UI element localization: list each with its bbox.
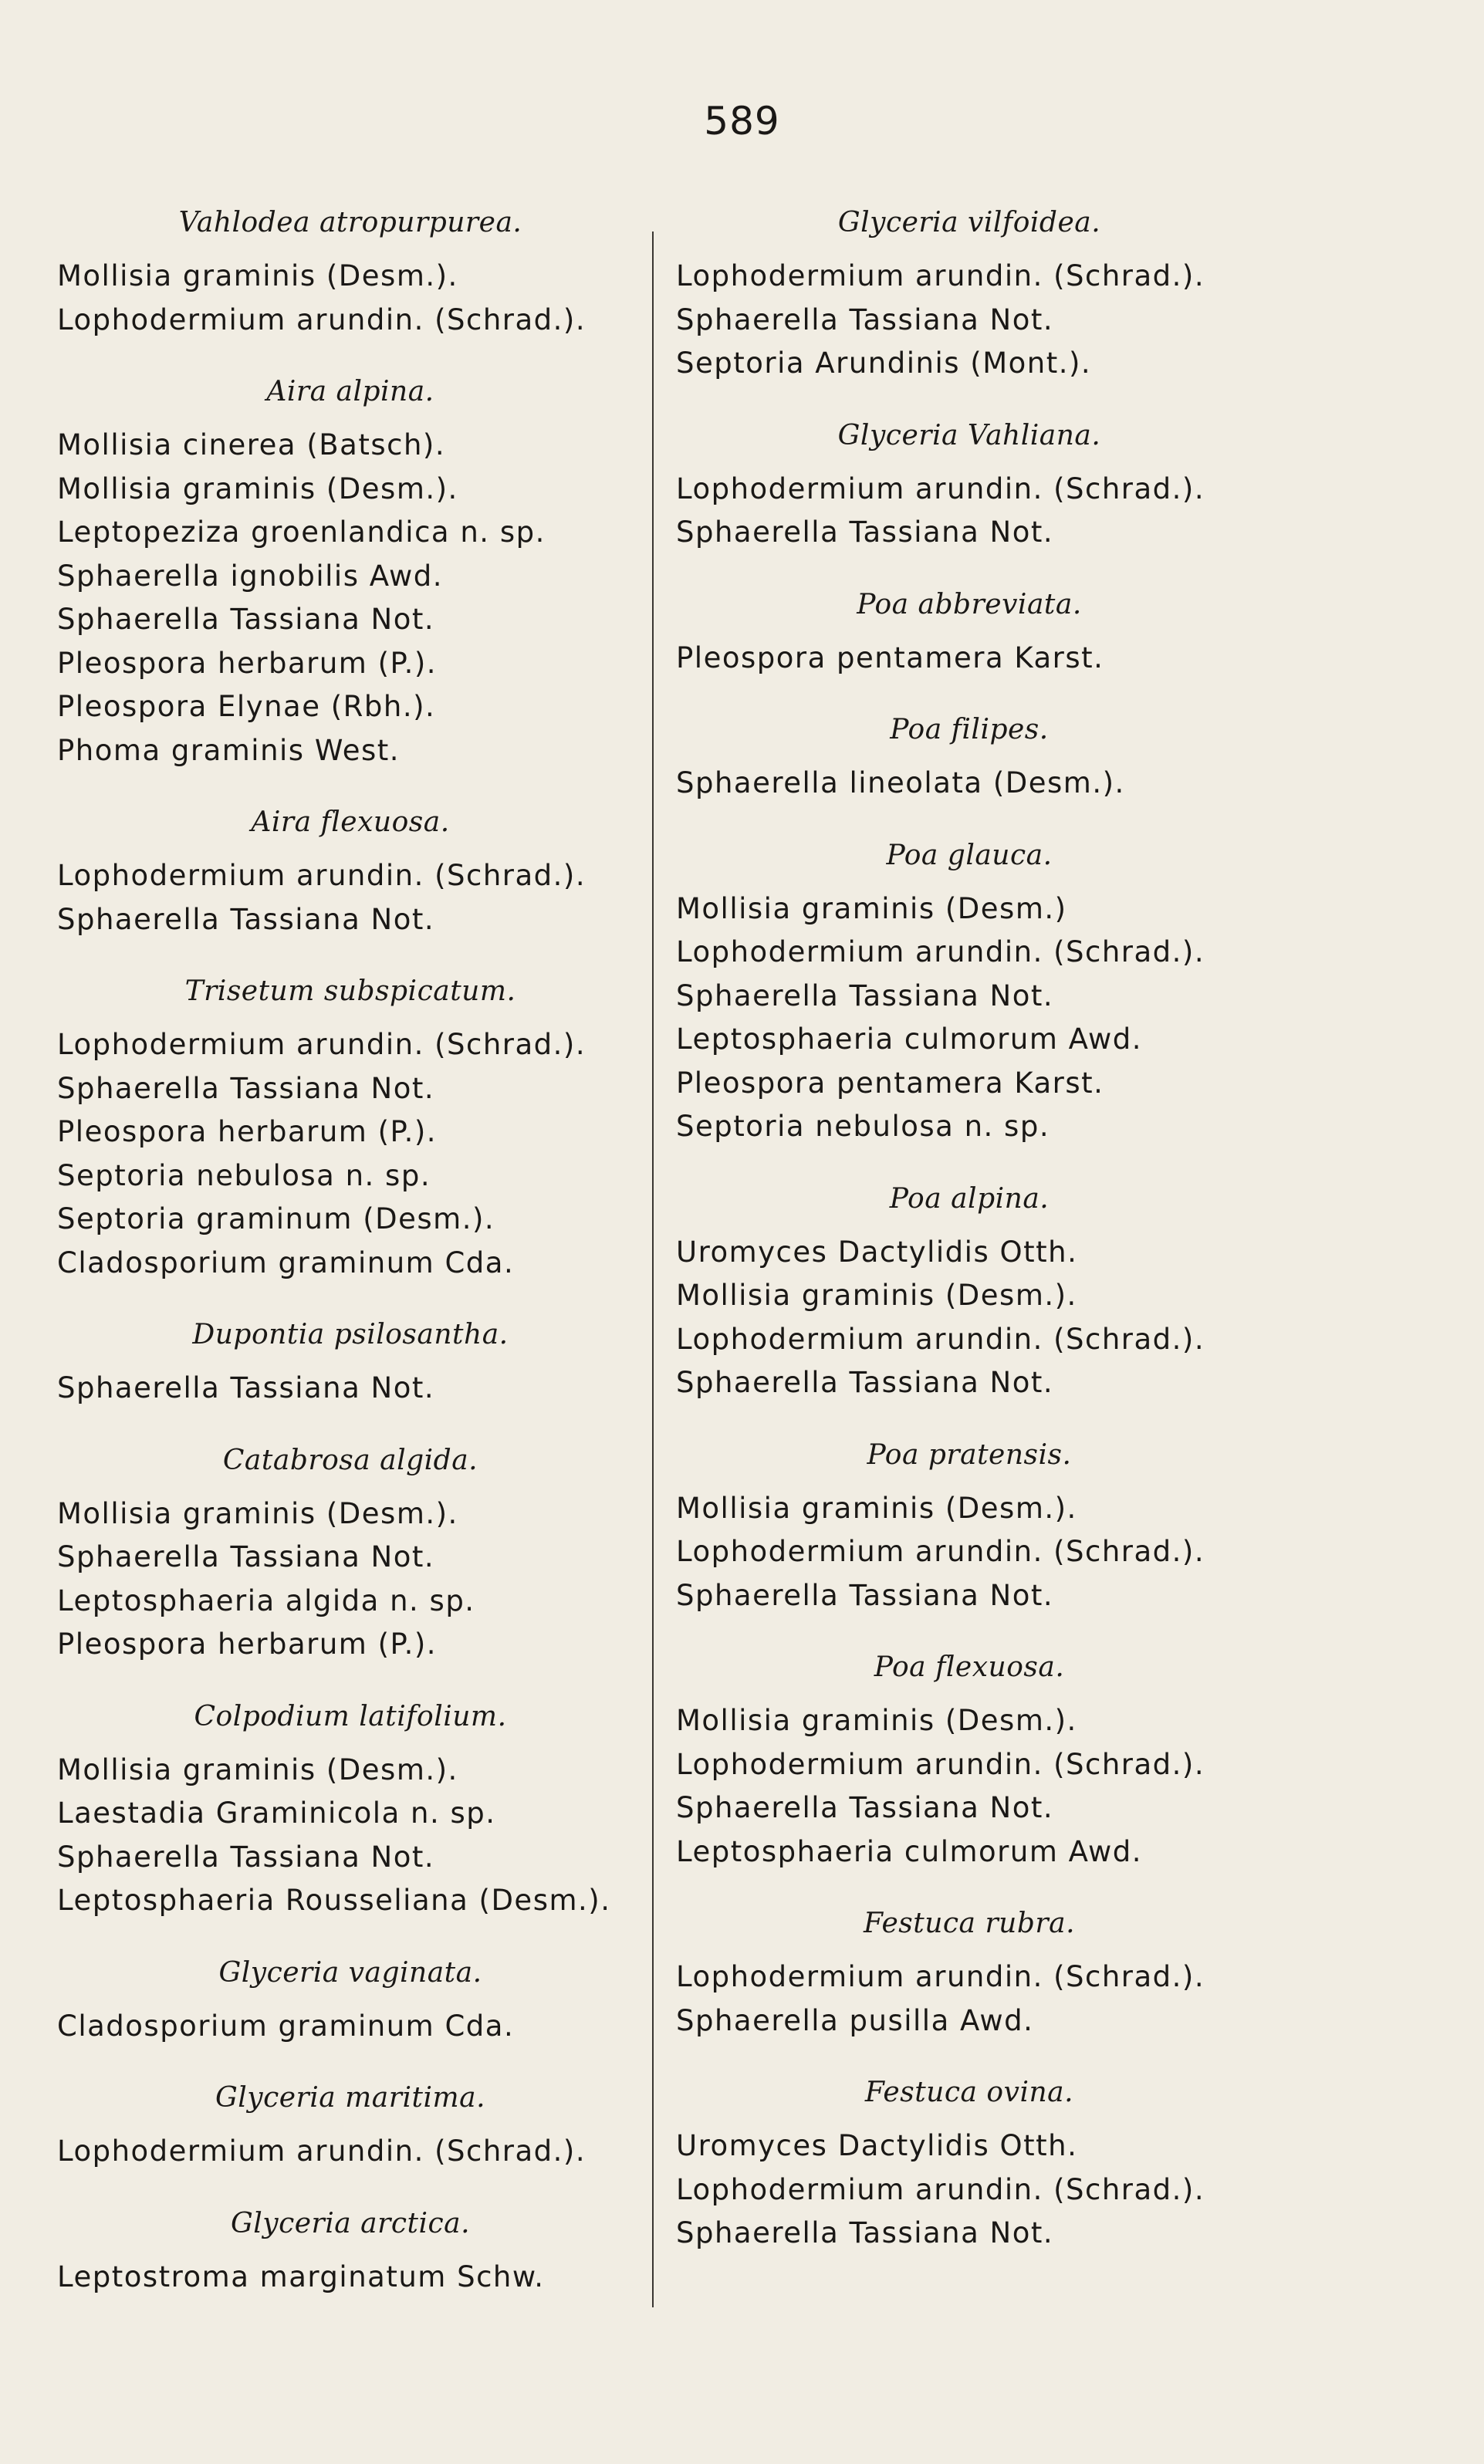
fungus-entry: Pleospora pentamera Karst.	[676, 641, 1104, 674]
fungus-entry: Leptosphaeria culmorum Awd.	[676, 1022, 1142, 1056]
fungus-entry: Sphaerella Tassiana Not.	[57, 603, 435, 636]
host-section	[57, 371, 644, 772]
host-plant-heading: Poa filipes.	[890, 714, 1049, 745]
host-plant-heading: Catabrosa algida.	[222, 1444, 478, 1476]
fungus-entry: Leptosphaeria culmorum Awd.	[676, 1834, 1142, 1868]
host-section	[676, 584, 1263, 681]
fungus-entry: Lophodermium arundin. (Schrad.).	[676, 935, 1205, 968]
host-section	[676, 1178, 1263, 1405]
fungus-entry: Sphaerella Tassiana Not.	[676, 515, 1054, 549]
fungus-entry: Mollisia graminis (Desm.).	[57, 1753, 458, 1786]
fungus-entry: Lophodermium arundin. (Schrad.).	[57, 303, 587, 336]
fungus-entry: Sphaerella ignobilis Awd.	[57, 559, 444, 593]
fungus-entry: Leptostroma marginatum Schw.	[57, 2260, 545, 2293]
fungus-entry: Septoria nebulosa n. sp.	[57, 1158, 431, 1192]
fungus-entry: Pleospora pentamera Karst.	[676, 1066, 1104, 1100]
host-section	[57, 1696, 644, 1923]
host-section	[676, 2072, 1263, 2256]
fungus-entry: Sphaerella Tassiana Not.	[676, 1578, 1054, 1612]
host-plant-heading: Glyceria maritima.	[215, 2082, 486, 2114]
host-section	[676, 1435, 1263, 1618]
host-section	[676, 1647, 1263, 1874]
fungus-entry: Pleospora Elynae (Rbh.).	[57, 690, 436, 723]
host-section	[57, 1952, 644, 2049]
fungus-entry: Sphaerella Tassiana Not.	[57, 1071, 435, 1105]
fungus-entry: Uromyces Dactylidis Otth.	[676, 1235, 1078, 1269]
fungus-entry: Cladosporium graminum Cda.	[57, 2009, 515, 2043]
host-plant-heading: Aira flexuosa.	[251, 806, 450, 838]
fungus-entry: Leptosphaeria algida n. sp.	[57, 1584, 475, 1617]
fungus-entry: Sphaerella Tassiana Not.	[57, 1371, 435, 1404]
page-number: 589	[704, 99, 780, 144]
host-plant-heading: Dupontia psilosantha.	[192, 1319, 509, 1350]
host-section	[57, 802, 644, 941]
host-plant-heading: Colpodium latifolium.	[194, 1700, 507, 1732]
host-section	[676, 202, 1263, 386]
host-section	[57, 1314, 644, 1411]
host-plant-heading: Poa glauca.	[886, 839, 1053, 871]
host-plant-heading: Poa pratensis.	[867, 1438, 1072, 1471]
column-divider	[652, 232, 654, 2307]
fungus-entry: Leptopeziza groenlandica n. sp.	[57, 515, 546, 549]
fungus-entry: Mollisia graminis (Desm.)	[676, 891, 1067, 925]
host-section	[57, 2077, 644, 2174]
fungus-entry: Sphaerella Tassiana Not.	[676, 2216, 1054, 2249]
fungus-entry: Septoria Arundinis (Mont.).	[676, 346, 1092, 380]
host-plant-heading: Glyceria vaginata.	[218, 1956, 482, 1989]
fungus-entry: Septoria nebulosa n. sp.	[676, 1110, 1050, 1143]
fungus-entry: Mollisia cinerea (Batsch).	[57, 428, 446, 461]
host-section	[57, 202, 644, 342]
fungus-entry: Mollisia graminis (Desm.).	[57, 472, 458, 505]
host-plant-heading: Festuca rubra.	[863, 1908, 1076, 1939]
host-section	[676, 415, 1263, 555]
fungus-entry: Lophodermium arundin. (Schrad.).	[676, 259, 1205, 292]
fungus-entry: Lophodermium arundin. (Schrad.).	[676, 1322, 1205, 1356]
fungus-entry: Sphaerella Tassiana Not.	[676, 979, 1054, 1012]
fungus-entry: Mollisia graminis (Desm.).	[57, 259, 458, 292]
fungus-entry: Sphaerella Tassiana Not.	[57, 902, 435, 936]
fungus-entry: Sphaerella Tassiana Not.	[57, 1840, 435, 1874]
fungus-entry: Septoria graminum (Desm.).	[57, 1202, 495, 1235]
fungus-entry: Lophodermium arundin. (Schrad.).	[676, 2172, 1205, 2206]
fungus-entry: Lophodermium arundin. (Schrad.).	[57, 859, 587, 892]
fungus-entry: Phoma graminis West.	[57, 733, 401, 767]
fungus-entry: Lophodermium arundin. (Schrad.).	[676, 1747, 1205, 1781]
host-plant-heading: Vahlodea atropurpurea.	[178, 207, 522, 238]
host-plant-heading: Aira alpina.	[266, 376, 434, 407]
fungus-entry: Cladosporium graminum Cda.	[57, 1246, 515, 1279]
fungus-entry: Laestadia Graminicola n. sp.	[57, 1796, 496, 1830]
fungus-entry: Pleospora herbarum (P.).	[57, 1115, 438, 1148]
host-plant-heading: Poa abbreviata.	[857, 588, 1082, 620]
fungus-entry: Sphaerella lineolata (Desm.).	[676, 766, 1125, 799]
left-column	[57, 202, 644, 2328]
host-section	[676, 835, 1263, 1149]
fungus-entry: Mollisia graminis (Desm.).	[676, 1704, 1077, 1737]
fungus-entry: Pleospora herbarum (P.).	[57, 1627, 438, 1661]
right-column	[676, 202, 1263, 2285]
fungus-entry: Lophodermium arundin. (Schrad.).	[57, 2134, 587, 2168]
fungus-entry: Sphaerella Tassiana Not.	[57, 1540, 435, 1573]
fungus-entry: Lophodermium arundin. (Schrad.).	[57, 1028, 587, 1061]
fungus-entry: Sphaerella Tassiana Not.	[676, 303, 1054, 336]
fungus-entry: Sphaerella pusilla Awd.	[676, 2003, 1034, 2037]
host-plant-heading: Glyceria arctica.	[230, 2207, 471, 2239]
host-section	[676, 709, 1263, 806]
host-plant-heading: Poa flexuosa.	[874, 1651, 1065, 1683]
fungus-entry: Lophodermium arundin. (Schrad.).	[676, 1960, 1205, 1993]
host-section	[57, 971, 644, 1285]
fungus-entry: Sphaerella Tassiana Not.	[676, 1791, 1054, 1824]
fungus-entry: Lophodermium arundin. (Schrad.).	[676, 1535, 1205, 1568]
fungus-entry: Mollisia graminis (Desm.).	[676, 1491, 1077, 1525]
fungus-entry: Uromyces Dactylidis Otth.	[676, 2129, 1078, 2162]
fungus-entry: Pleospora herbarum (P.).	[57, 646, 438, 680]
fungus-entry: Sphaerella Tassiana Not.	[676, 1366, 1054, 1399]
host-section	[676, 1903, 1263, 2043]
host-plant-heading: Trisetum subspicatum.	[184, 975, 516, 1007]
host-plant-heading: Festuca ovina.	[864, 2077, 1074, 2108]
fungus-entry: Lophodermium arundin. (Schrad.).	[676, 472, 1205, 505]
fungus-entry: Mollisia graminis (Desm.).	[57, 1496, 458, 1530]
host-section	[57, 2203, 644, 2300]
host-plant-heading: Glyceria Vahliana.	[837, 419, 1101, 451]
host-plant-heading: Glyceria vilfoidea.	[837, 207, 1101, 238]
host-section	[57, 1440, 644, 1667]
fungus-entry: Leptosphaeria Rousseliana (Desm.).	[57, 1884, 611, 1917]
fungus-entry: Mollisia graminis (Desm.).	[676, 1279, 1077, 1312]
host-plant-heading: Poa alpina.	[889, 1182, 1050, 1215]
